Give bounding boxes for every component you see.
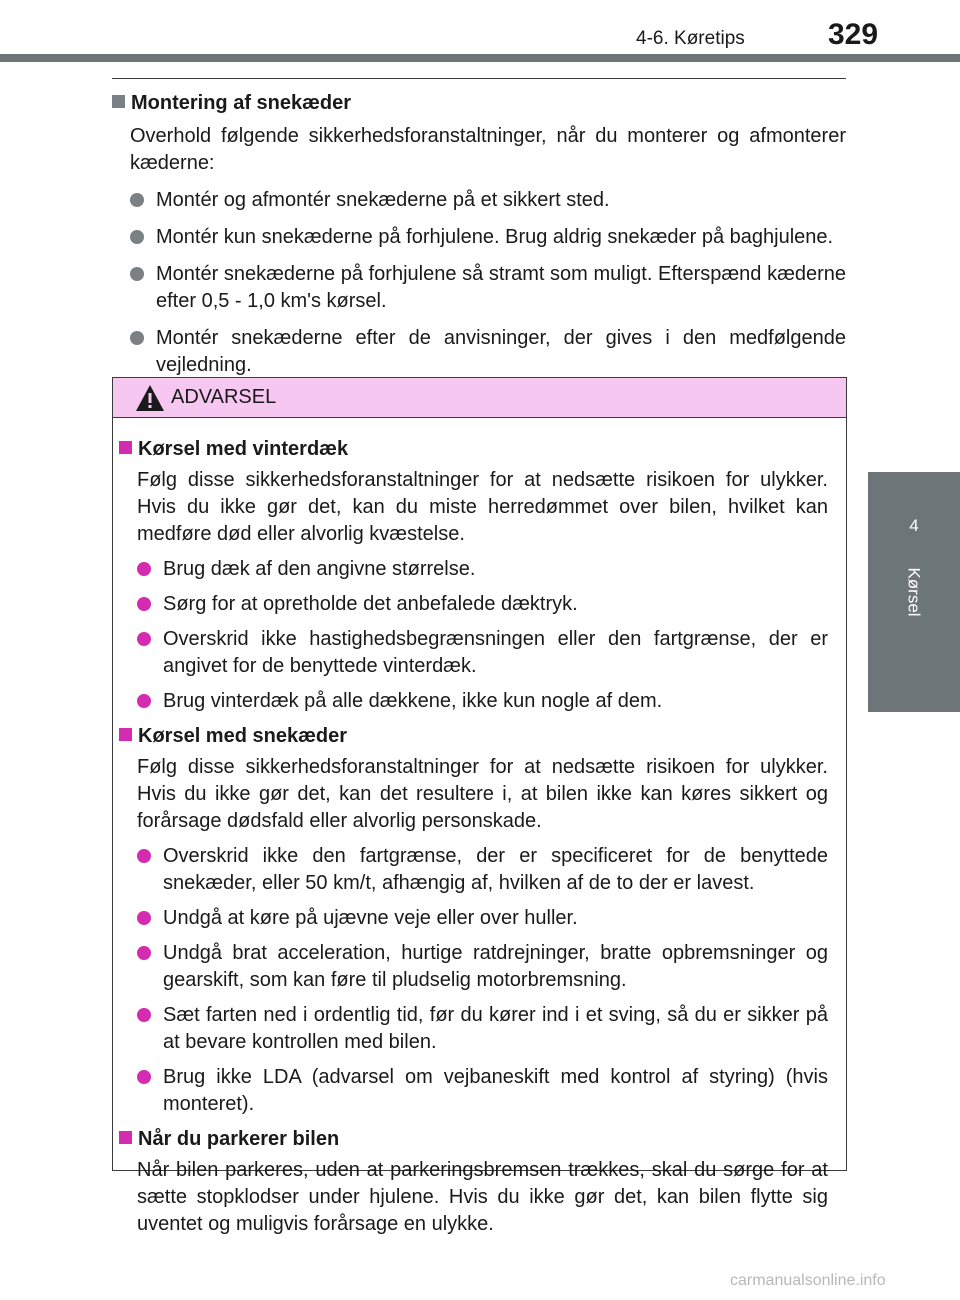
round-bullet-icon	[137, 1008, 151, 1022]
list-item	[130, 187, 846, 214]
warning-box	[112, 377, 847, 1235]
warning-subheading-text: Kørsel med snekæder	[138, 725, 347, 747]
warning-title: ADVARSEL	[171, 386, 277, 408]
chapter-label: Kørsel	[905, 567, 924, 617]
round-bullet-icon	[130, 230, 144, 244]
top-rule	[112, 78, 846, 79]
warning-bullet-list	[137, 556, 828, 715]
section-bullet-list	[130, 187, 846, 379]
list-item-text: Sørg for at opretholde det anbefalede dæktryk.	[163, 593, 578, 615]
round-bullet-icon	[137, 911, 151, 925]
square-bullet-icon	[119, 728, 132, 741]
round-bullet-icon	[137, 597, 151, 611]
list-item	[137, 626, 828, 680]
page-number: 329	[828, 18, 879, 51]
list-item	[137, 556, 828, 583]
chapter-number: 4	[909, 516, 919, 535]
list-item-text: Overskrid ikke den fartgrænse, der er specificeret for de benyttede snekæder, eller 50 km/t, afhængig af, hvilken af de to der er lavest.	[163, 845, 828, 894]
round-bullet-icon	[137, 946, 151, 960]
main-section	[112, 90, 846, 389]
warning-intro: Følg disse sikkerhedsforanstaltninger for at nedsætte risikoen for ulykker. Hvis du ikke gør det, kan du miste herredømmet over bilen, hvilket kan medføre død eller alvorlig kvæstelse.	[137, 469, 828, 545]
chapter-side-tab	[868, 472, 960, 712]
warning-subheading	[119, 436, 828, 463]
warning-bullet-list	[137, 843, 828, 1118]
list-item-text: Undgå at køre på ujævne veje eller over huller.	[163, 907, 578, 929]
section-heading	[112, 90, 846, 117]
list-item-text: Overskrid ikke hastighedsbegrænsningen eller den fartgrænse, der er angivet for de benyttede vinterdæk.	[163, 628, 828, 677]
section-label: 4-6. Køretips	[636, 28, 745, 49]
warning-subheading-text: Kørsel med vinterdæk	[138, 438, 349, 460]
list-item	[137, 843, 828, 897]
list-item	[137, 688, 828, 715]
list-item	[137, 905, 828, 932]
list-item-text: Brug ikke LDA (advarsel om vejbaneskift med kontrol af styring) (hvis monteret).	[163, 1066, 828, 1115]
round-bullet-icon	[137, 562, 151, 576]
warning-intro: Når bilen parkeres, uden at parkeringsbremsen trækkes, skal du sørge for at sætte stopklodser under hjulene. Hvis du ikke gør det, kan bilen flytte sig uventet og muligvis forårsage en ulykke.	[137, 1159, 828, 1235]
section-heading-text: Montering af snekæder	[131, 92, 352, 114]
section-intro: Overhold følgende sikkerhedsforanstaltninger, når du monterer og afmonterer kæderne:	[130, 125, 846, 174]
list-item-text: Montér snekæderne på forhjulene så stramt som muligt. Efterspænd kæderne efter 0,5 - 1,0 km's kørsel.	[156, 263, 846, 312]
list-item	[137, 1002, 828, 1056]
warning-triangle-icon	[135, 384, 165, 412]
list-item-text: Sæt farten ned i ordentlig tid, før du kører ind i et sving, så du er sikker på at bevare kontrollen med bilen.	[163, 1004, 828, 1053]
list-item	[137, 591, 828, 618]
square-bullet-icon	[119, 1131, 132, 1144]
round-bullet-icon	[137, 849, 151, 863]
round-bullet-icon	[130, 193, 144, 207]
list-item	[137, 1064, 828, 1118]
chapter-label-wrap	[868, 552, 960, 632]
list-item-text: Undgå brat acceleration, hurtige ratdrejninger, bratte opbremsninger og gearskift, som kan føre til pludselig motorbremsning.	[163, 942, 828, 991]
warning-body	[113, 418, 846, 1238]
square-bullet-icon	[112, 95, 125, 108]
list-item-text: Montér kun snekæderne på forhjulene. Brug aldrig snekæder på baghjulene.	[156, 226, 834, 248]
warning-subheading	[119, 723, 828, 750]
warning-subheading	[119, 1126, 828, 1153]
footer-watermark: carmanualsonline.info	[730, 1272, 886, 1289]
list-item-text: Brug vinterdæk på alle dækkene, ikke kun nogle af dem.	[163, 690, 663, 712]
list-item	[137, 940, 828, 994]
list-item-text: Montér og afmontér snekæderne på et sikkert sted.	[156, 189, 610, 211]
list-item	[130, 325, 846, 379]
round-bullet-icon	[130, 267, 144, 281]
list-item-text: Brug dæk af den angivne størrelse.	[163, 558, 476, 580]
warning-subheading-text: Når du parkerer bilen	[138, 1128, 340, 1150]
square-bullet-icon	[119, 441, 132, 454]
round-bullet-icon	[137, 694, 151, 708]
list-item	[130, 224, 846, 251]
round-bullet-icon	[130, 331, 144, 345]
round-bullet-icon	[137, 1070, 151, 1084]
warning-header	[113, 378, 846, 418]
header-bar	[0, 54, 960, 62]
round-bullet-icon	[137, 632, 151, 646]
list-item-text: Montér snekæderne efter de anvisninger, der gives i den medfølgende vejledning.	[156, 327, 846, 376]
list-item	[130, 261, 846, 315]
warning-intro: Følg disse sikkerhedsforanstaltninger for at nedsætte risikoen for ulykker. Hvis du ikke gør det, kan det resultere i, at bilen ikke kan køres sikkert og forårsage dødsfald eller alvorlig personskade.	[137, 756, 828, 832]
